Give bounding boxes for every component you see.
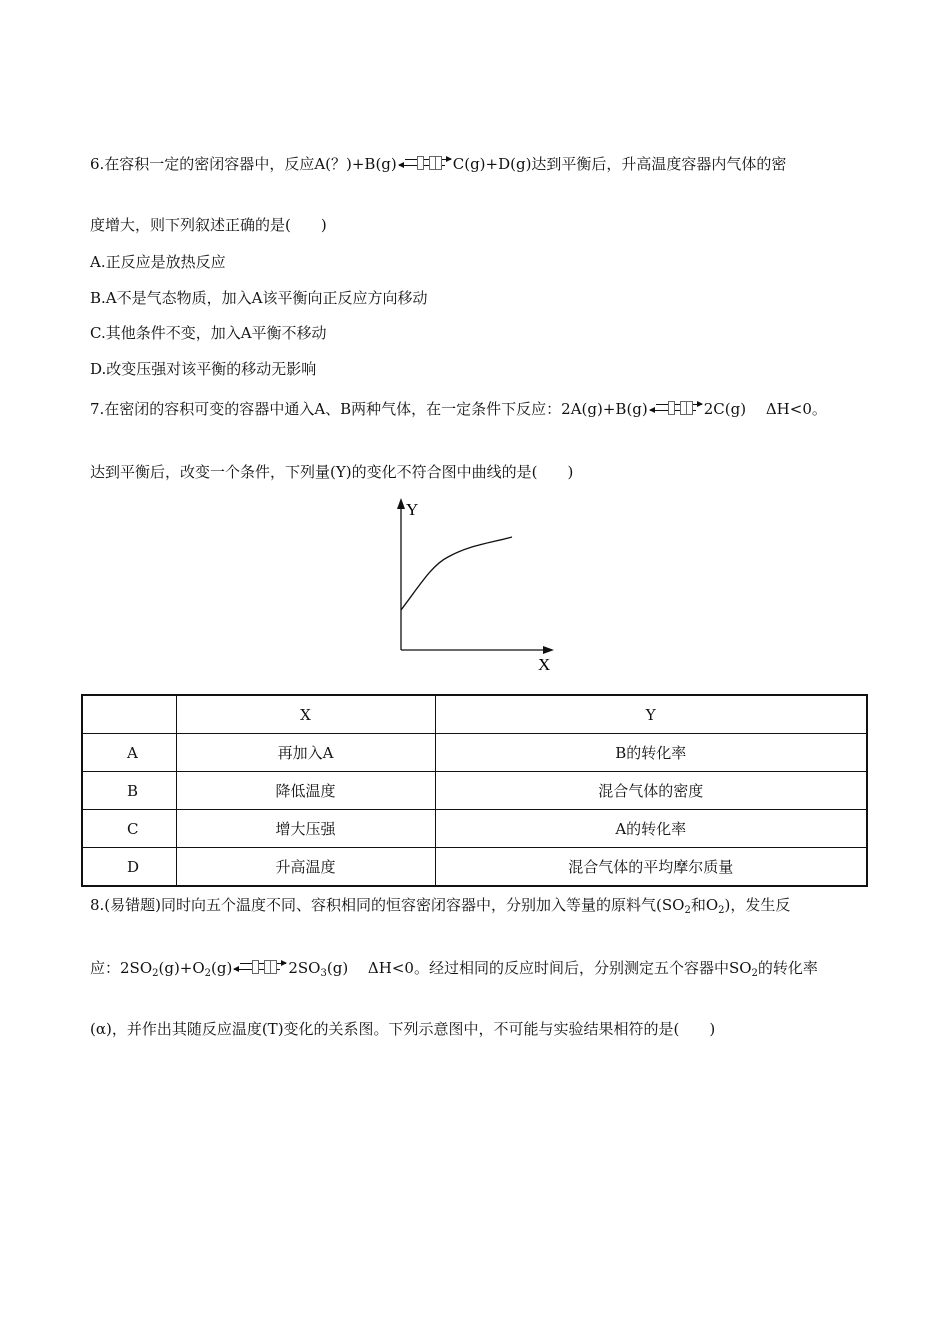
table-cell: B	[82, 772, 176, 810]
subscript: 2	[204, 968, 212, 979]
table-row	[82, 810, 867, 848]
q8-text: 和O	[690, 896, 719, 914]
q8-text: 2SO	[288, 959, 321, 977]
equilibrium-arrow-icon	[399, 155, 451, 171]
q8-stem-line1	[90, 895, 790, 921]
q8-stem-line3: (α)，并作出其随反应温度(T)变化的关系图。下列示意图中，不可能与实验结果相符的是( )	[90, 1020, 716, 1038]
q8-stem-line2	[90, 958, 818, 984]
q7-stem-line2: 达到平衡后，改变一个条件，下列量(Y)的变化不符合图中曲线的是( )	[90, 463, 574, 481]
q8-text: 8.(易错题)同时向五个温度不同、容积相同的恒容密闭容器中，分别加入等量的原料气(SO	[90, 896, 685, 914]
table-header-cell: X	[176, 695, 435, 734]
table-cell: 增大压强	[176, 810, 435, 848]
q6-stem-part1: 6.在容积一定的密闭容器中，反应A(？)+B(g)	[90, 155, 397, 173]
q8-text: 的转化率	[757, 959, 818, 977]
q7-stem-part2: 2C(g) ΔH<0。	[703, 400, 827, 418]
subscript: 2	[751, 968, 758, 979]
q6-option-d: D.改变压强对该平衡的移动无影响	[90, 360, 317, 378]
subscript: 3	[320, 968, 327, 979]
q7-options-table	[81, 694, 868, 887]
equilibrium-arrow-icon	[650, 400, 702, 416]
table-header-row	[82, 695, 867, 734]
table-header-cell: Y	[435, 695, 867, 734]
table-header-cell	[82, 695, 176, 734]
q6-option-b: B.A不是气态物质，加入A该平衡向正反应方向移动	[90, 289, 428, 307]
curve-line	[401, 537, 512, 610]
table-cell: 降低温度	[176, 772, 435, 810]
q8-text: )，发生反	[724, 896, 791, 914]
subscript: 2	[718, 905, 725, 916]
table-cell: D	[82, 848, 176, 887]
table-cell: 混合气体的平均摩尔质量	[435, 848, 867, 887]
table-cell: A	[82, 734, 176, 772]
q8-text: (g)	[211, 959, 233, 977]
x-axis-label: X	[538, 655, 551, 674]
table-cell: A的转化率	[435, 810, 867, 848]
table-cell: C	[82, 810, 176, 848]
q7-stem-part1: 7.在密闭的容积可变的容器中通入A、B两种气体，在一定条件下反应：2A(g)+B(g)	[90, 400, 648, 418]
y-axis-arrow-icon	[397, 498, 405, 509]
y-axis-label: Y	[406, 500, 419, 519]
q6-stem-line1	[90, 154, 786, 174]
table-row	[82, 772, 867, 810]
x-axis-arrow-icon	[543, 646, 554, 654]
table-row	[82, 734, 867, 772]
q6-stem-line2: 度增大，则下列叙述正确的是( )	[90, 216, 327, 234]
q6-stem-part2: C(g)+D(g)达到平衡后，升高温度容器内气体的密	[452, 155, 787, 173]
table-cell: B的转化率	[435, 734, 867, 772]
table-cell: 再加入A	[176, 734, 435, 772]
q7-stem-line1	[90, 399, 827, 419]
q8-text: (g) ΔH<0。经过相同的反应时间后，分别测定五个容器中SO	[326, 959, 752, 977]
q8-text: 应：2SO	[90, 959, 153, 977]
table-cell: 升高温度	[176, 848, 435, 887]
subscript: 2	[684, 905, 691, 916]
q8-text: (g)+O	[158, 959, 205, 977]
subscript: 2	[152, 968, 159, 979]
q6-option-c: C.其他条件不变，加入A平衡不移动	[90, 324, 327, 342]
table-row	[82, 848, 867, 887]
equilibrium-arrow-icon	[234, 959, 286, 975]
q7-curve-graph	[380, 495, 580, 680]
q6-option-a: A.正反应是放热反应	[90, 253, 226, 271]
table-cell: 混合气体的密度	[435, 772, 867, 810]
